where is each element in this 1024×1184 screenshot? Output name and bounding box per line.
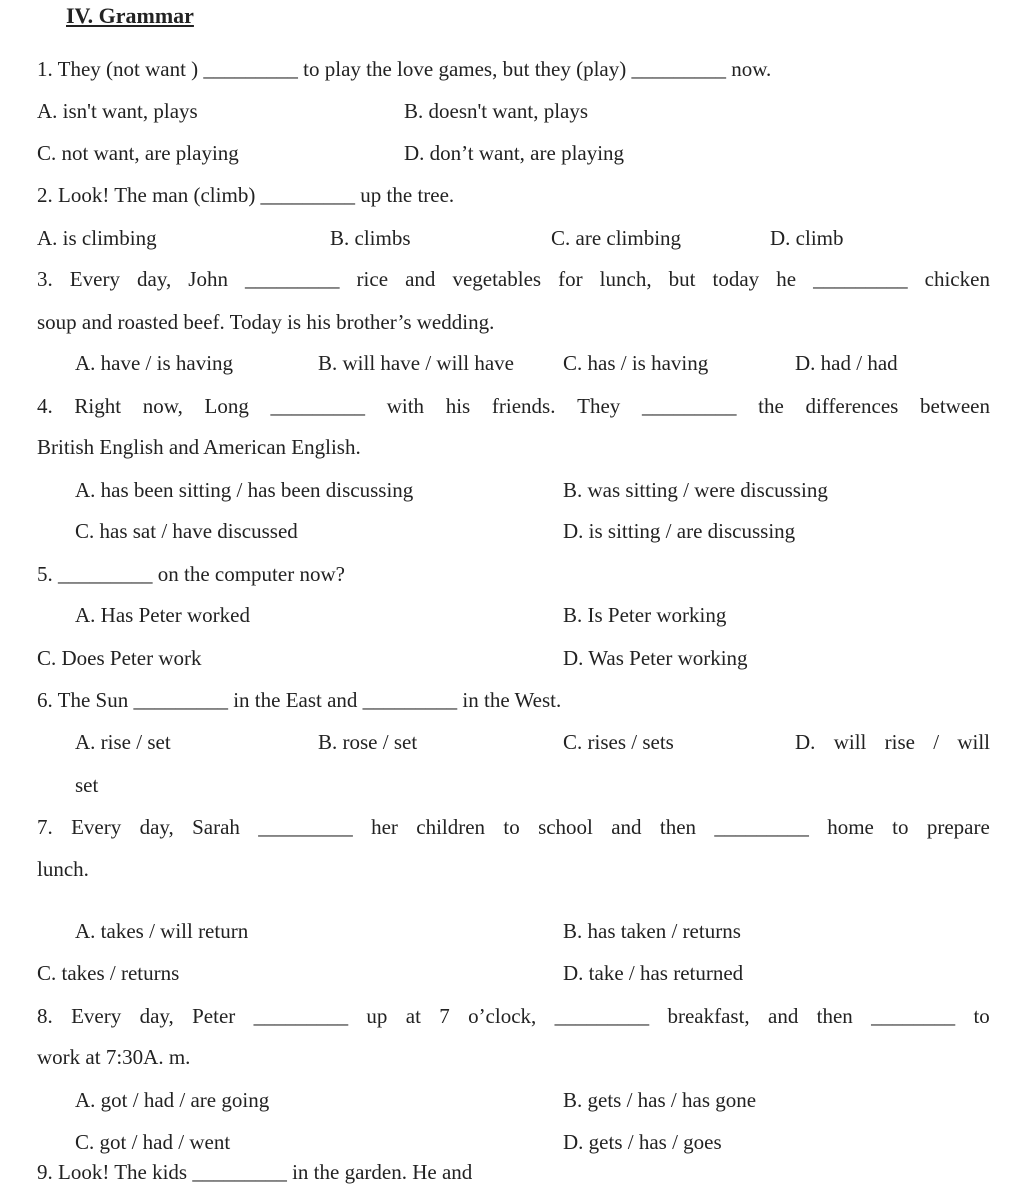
- q4-option-d: D. is sitting / are discussing: [563, 519, 796, 543]
- q7-word: to: [892, 815, 909, 839]
- question-8: [37, 1004, 990, 1028]
- q8-word: 7: [439, 1004, 450, 1028]
- q8-option-d: D. gets / has / goes: [563, 1130, 722, 1154]
- q6-option-d-continued: set: [75, 773, 99, 797]
- q7-blank: _________: [258, 815, 353, 839]
- q6-option-d-word: will: [833, 730, 867, 754]
- question-9-text: 9. Look! The kids _________ in the garden. He and: [37, 1160, 473, 1184]
- q4-word: They: [577, 394, 621, 418]
- q8-option-a: A. got / had / are going: [75, 1088, 270, 1112]
- q8-word: o’clock,: [468, 1004, 537, 1028]
- q1-option-a: A. isn't want, plays: [37, 99, 198, 123]
- question-9-partial: [37, 1160, 537, 1184]
- q6-option-d-word: will: [957, 730, 990, 754]
- q2-option-a: A. is climbing: [37, 226, 157, 250]
- q7-word: 7.: [37, 815, 53, 839]
- q4-blank: _________: [641, 394, 737, 418]
- q6-option-b: B. rose / set: [318, 730, 418, 754]
- q7-word: Sarah: [192, 815, 240, 839]
- q7-word: children: [416, 815, 486, 839]
- q3-option-b: B. will have / will have: [318, 351, 514, 375]
- q8-option-b: B. gets / has / has gone: [563, 1088, 757, 1112]
- q4-word: Right: [74, 394, 122, 418]
- q6-option-d-word: /: [933, 730, 940, 754]
- q4-word: now,: [142, 394, 183, 418]
- q2-option-d: D. climb: [770, 226, 844, 250]
- q6-option-a: A. rise / set: [75, 730, 171, 754]
- q5-option-c: C. Does Peter work: [37, 646, 202, 670]
- q1-option-c: C. not want, are playing: [37, 141, 239, 165]
- q7-word: day,: [139, 815, 174, 839]
- q8-blank: ________: [871, 1004, 956, 1028]
- q8-word: at: [405, 1004, 421, 1028]
- q8-word: Every: [71, 1004, 122, 1028]
- q3-word: John: [188, 267, 228, 291]
- q3-word: rice: [356, 267, 389, 291]
- q3-blank: _________: [813, 267, 908, 291]
- q3-word: vegetables: [452, 267, 542, 291]
- q7-word: her: [371, 815, 398, 839]
- q3-option-a: A. have / is having: [75, 351, 234, 375]
- q8-blank: _________: [554, 1004, 650, 1028]
- q4-word: Long: [204, 394, 249, 418]
- q5-option-a: A. Has Peter worked: [75, 603, 250, 627]
- q3-word: today: [712, 267, 760, 291]
- q3-word: Every: [69, 267, 120, 291]
- q8-word: day,: [139, 1004, 174, 1028]
- q6-option-c: C. rises / sets: [563, 730, 674, 754]
- q3-word: chicken: [924, 267, 990, 291]
- q3-word: day,: [137, 267, 172, 291]
- question-4-continued: British English and American English.: [37, 435, 361, 459]
- q7-word: school: [538, 815, 593, 839]
- question-5: 5. _________ on the computer now?: [37, 562, 345, 586]
- q7-option-b: B. has taken / returns: [563, 919, 741, 943]
- q3-word: 3.: [37, 267, 53, 291]
- q8-word: to: [973, 1004, 990, 1028]
- q8-blank: _________: [253, 1004, 349, 1028]
- q4-word: with: [386, 394, 425, 418]
- q5-option-d: D. Was Peter working: [563, 646, 748, 670]
- q4-option-c: C. has sat / have discussed: [75, 519, 298, 543]
- q7-option-c: C. takes / returns: [37, 961, 180, 985]
- q7-option-a: A. takes / will return: [75, 919, 249, 943]
- question-7-continued: lunch.: [37, 857, 89, 881]
- q7-blank: _________: [714, 815, 809, 839]
- q4-word: the: [758, 394, 784, 418]
- q3-word: lunch,: [599, 267, 652, 291]
- question-2: 2. Look! The man (climb) _________ up the tree.: [37, 183, 455, 207]
- question-3-continued: soup and roasted beef. Today is his brother’s wedding.: [37, 310, 495, 334]
- q3-word: and: [405, 267, 436, 291]
- section-heading: IV. Grammar: [66, 3, 194, 28]
- q6-option-d-word: D.: [795, 730, 816, 754]
- q3-word: he: [776, 267, 797, 291]
- q7-word: Every: [71, 815, 122, 839]
- q3-blank: _________: [245, 267, 340, 291]
- question-4: [37, 394, 990, 418]
- q7-word: then: [659, 815, 697, 839]
- question-8-continued: work at 7:30A. m.: [37, 1045, 191, 1069]
- q3-option-d: D. had / had: [795, 351, 898, 375]
- q7-option-d: D. take / has returned: [563, 961, 744, 985]
- q7-word: home: [827, 815, 874, 839]
- q3-option-c: C. has / is having: [563, 351, 709, 375]
- question-3: [37, 267, 990, 291]
- q8-word: then: [816, 1004, 853, 1028]
- question-1: 1. They (not want ) _________ to play the love games, but they (play) _________ now.: [37, 57, 772, 81]
- q8-word: and: [768, 1004, 799, 1028]
- question-6: 6. The Sun _________ in the East and _________ in the West.: [37, 688, 562, 712]
- q8-option-c: C. got / had / went: [75, 1130, 231, 1154]
- q7-word: to: [503, 815, 520, 839]
- q3-word: for: [558, 267, 583, 291]
- q6-option-d: [795, 730, 990, 754]
- q4-word: friends.: [491, 394, 556, 418]
- q4-word: his: [445, 394, 471, 418]
- q2-option-b: B. climbs: [330, 226, 411, 250]
- q4-word: between: [920, 394, 990, 418]
- q3-word: but: [668, 267, 696, 291]
- q4-word: 4.: [37, 394, 53, 418]
- q8-word: breakfast,: [667, 1004, 750, 1028]
- q4-word: differences: [805, 394, 899, 418]
- q8-word: 8.: [37, 1004, 53, 1028]
- q4-option-b: B. was sitting / were discussing: [563, 478, 828, 502]
- q7-word: prepare: [926, 815, 990, 839]
- q5-option-b: B. Is Peter working: [563, 603, 727, 627]
- q6-option-d-word: rise: [884, 730, 915, 754]
- q4-option-a: A. has been sitting / has been discussing: [75, 478, 414, 502]
- q8-word: Peter: [192, 1004, 236, 1028]
- question-7: [37, 815, 990, 839]
- q1-option-d: D. don’t want, are playing: [404, 141, 625, 165]
- q8-word: up: [366, 1004, 388, 1028]
- q2-option-c: C. are climbing: [551, 226, 682, 250]
- q7-word: and: [611, 815, 642, 839]
- q1-option-b: B. doesn't want, plays: [404, 99, 589, 123]
- q4-blank: _________: [270, 394, 366, 418]
